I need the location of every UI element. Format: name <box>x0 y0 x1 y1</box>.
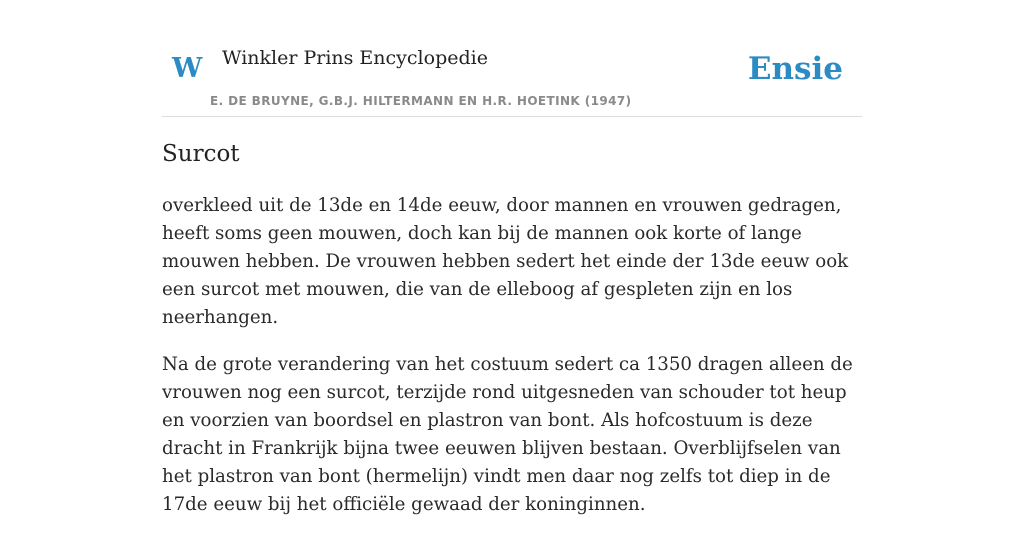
article-title: Surcot <box>162 141 240 167</box>
article-paragraph: overkleed uit de 13de en 14de eeuw, door mannen en vrouwen gedragen, heeft soms geen mouwen, doch kan bij de mannen ook korte of lange mouwen hebben. De vrouwen hebben sedert het einde der 13de eeuw ook een surcot met mouwen, die van de elleboog af gespleten zijn en los neerhangen. <box>162 195 849 328</box>
article-body <box>162 192 862 538</box>
encyclopedia-header <box>162 0 862 117</box>
ensie-logo[interactable]: Ensie <box>747 51 843 87</box>
publication-title[interactable]: Winkler Prins Encyclopedie <box>222 47 488 69</box>
article-paragraph: Na de grote verandering van het costuum sedert ca 1350 dragen alleen de vrouwen nog een surcot, terzijde rond uitgesneden van schouder tot heup en voorzien van boordsel en plastron van bont. Als hofcostuum is deze dracht in Frankrijk bijna twee eeuwen blijven bestaan. Overblijfselen van het plastron van bont (hermelijn) vindt men daar nog zelfs tot diep in de 17de eeuw bij het officiële gewaad der koninginnen. <box>162 354 853 515</box>
authors-line: E. DE BRUYNE, G.B.J. HILTERMANN EN H.R. HOETINK (1947) <box>210 94 632 108</box>
page <box>162 0 862 515</box>
winkler-prins-logo[interactable]: W <box>172 53 203 84</box>
